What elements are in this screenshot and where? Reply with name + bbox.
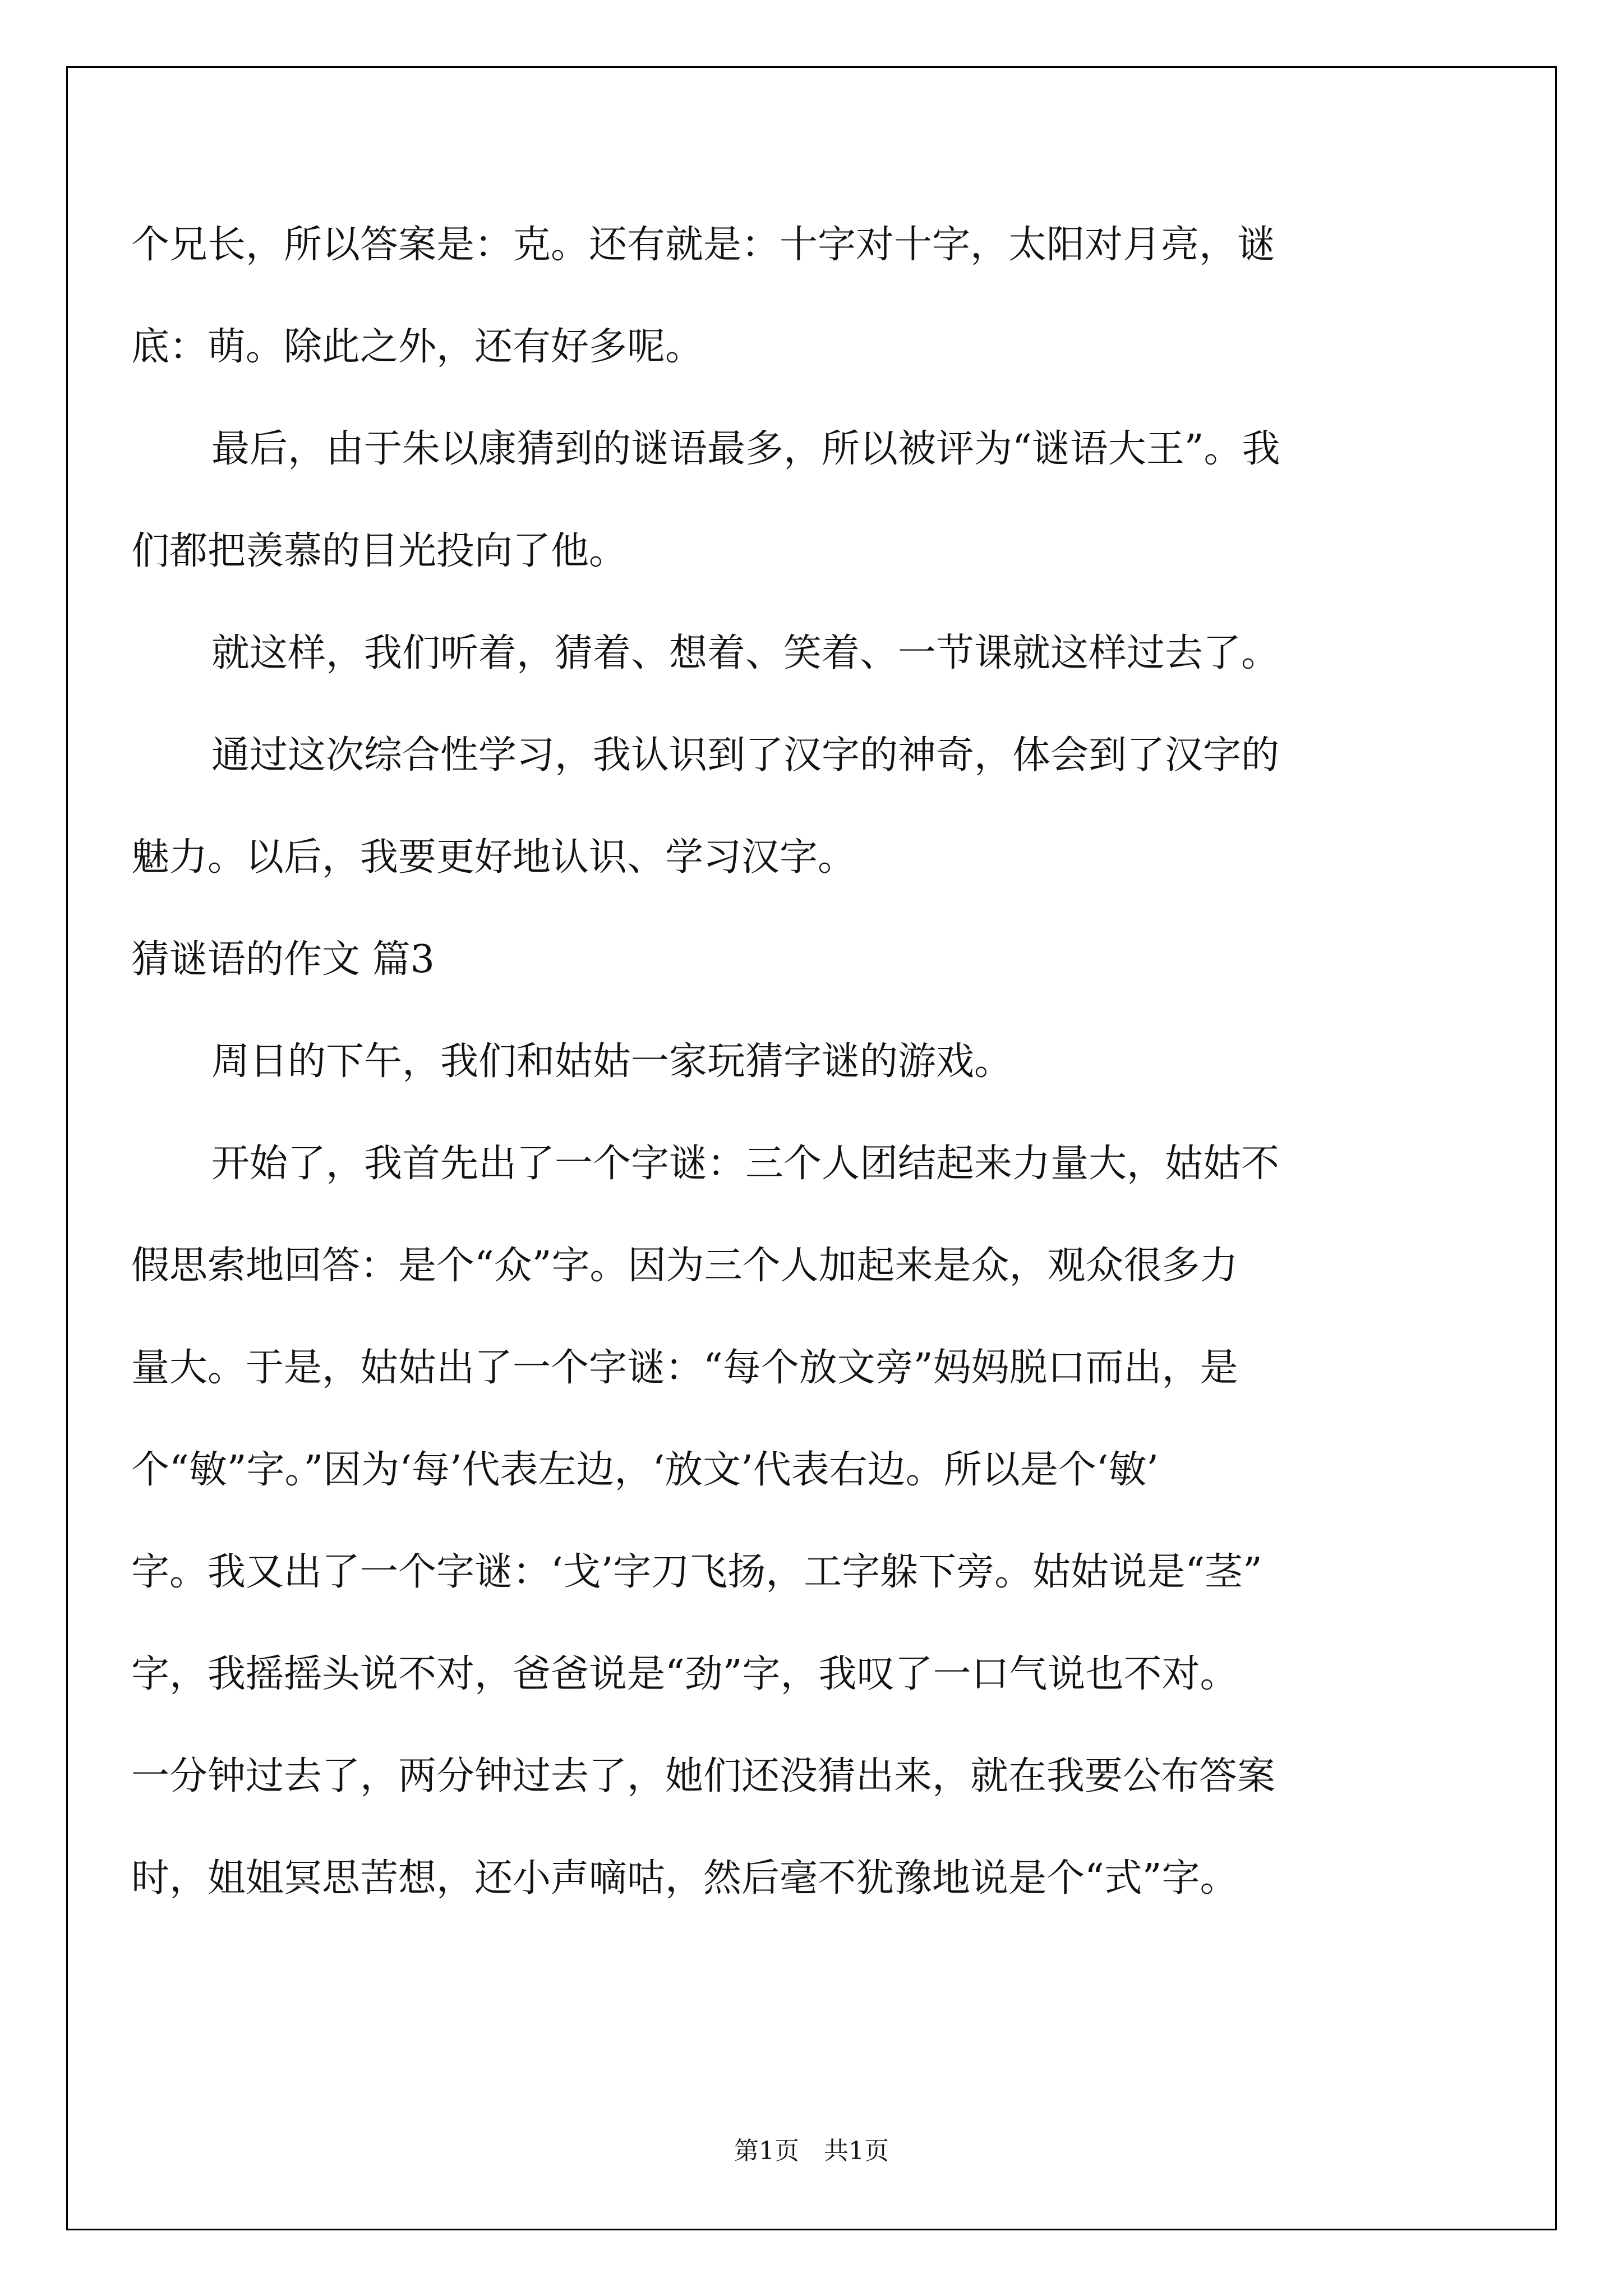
section-heading: 猜谜语的作文 篇3 [131, 937, 435, 982]
paragraph-start: 最后，由于朱以康猜到的谜语最多，所以被评为“谜语大王”。我 [211, 427, 1280, 471]
paragraph-start: 就这样，我们听着，猜着、想着、笑着、一节课就这样过去了。 [211, 631, 1280, 675]
paragraph-start: 开始了，我首先出了一个字谜：三个人团结起来力量大，姑姑不 [211, 1142, 1280, 1186]
paragraph-start: 通过这次综合性学习，我认识到了汉字的神奇，体会到了汉字的 [211, 733, 1280, 777]
text-line: 时，姐姐冥思苦想，还小声嘀咕，然后毫不犹豫地说是个“式”字。 [131, 1856, 1238, 1901]
paragraph-start: 周日的下午，我们和姑姑一家玩猜字谜的游戏。 [211, 1039, 1013, 1084]
text-line: 底：萌。除此之外，还有好多呢。 [131, 325, 704, 369]
text-line: 们都把羡慕的目光投向了他。 [131, 529, 628, 573]
text-line: 量大。于是，姑姑出了一个字谜：“每个放文旁”妈妈脱口而出，是 [131, 1346, 1238, 1390]
text-line: 一分钟过去了，两分钟过去了，她们还没猜出来，就在我要公布答案 [131, 1754, 1276, 1798]
text-line: 字。我又出了一个字谜：‘戈’字刀飞扬，工字躲下旁。姑姑说是“茎” [131, 1550, 1262, 1594]
text-line: 个兄长，所以答案是：克。还有就是：十字对十字，太阳对月亮，谜 [131, 223, 1276, 267]
text-line: 个“敏”字。”因为‘每’代表左边，‘放文’代表右边。所以是个‘敏’ [131, 1448, 1159, 1492]
text-line: 字，我摇摇头说不对，爸爸说是“劲”字，我叹了一口气说也不对。 [131, 1652, 1238, 1696]
text-line: 假思索地回答：是个“众”字。因为三个人加起来是众，观众很多力 [131, 1244, 1238, 1288]
text-line: 魅力。以后，我要更好地认识、学习汉字。 [131, 835, 856, 880]
page-number: 第1页 共1页 [734, 2137, 889, 2165]
